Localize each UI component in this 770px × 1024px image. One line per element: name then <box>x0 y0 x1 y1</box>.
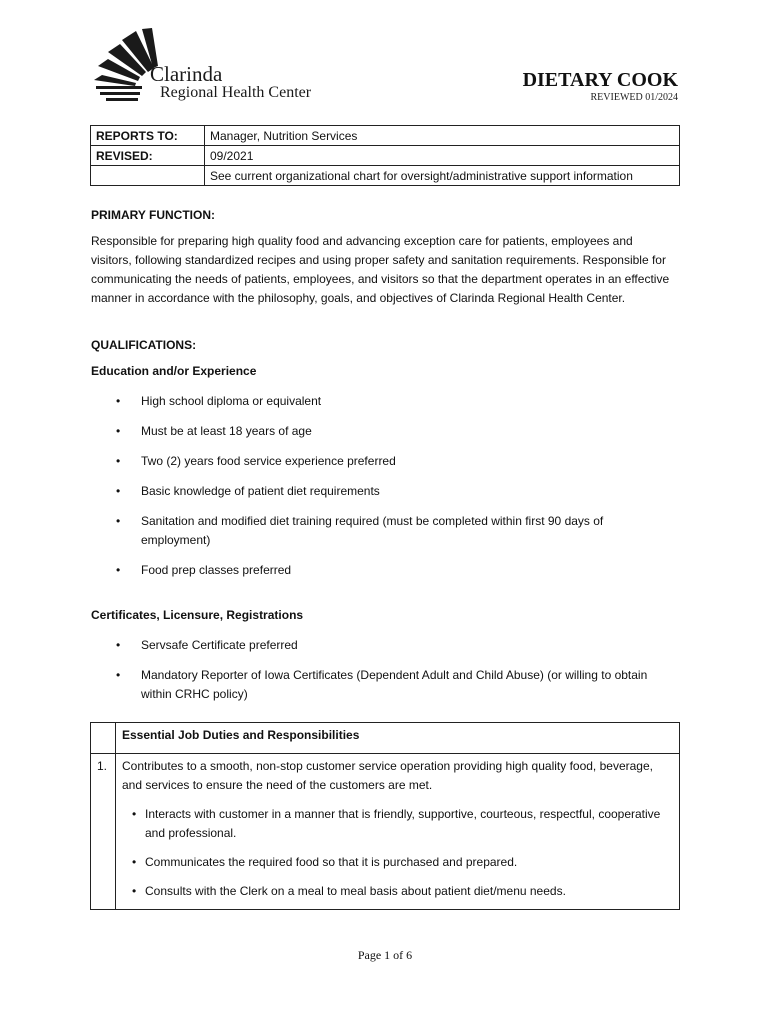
list-item-text: Sanitation and modified diet training required (must be completed within first 90 days of employment) <box>141 514 604 547</box>
duty-sublist <box>116 805 679 909</box>
certificates-list <box>112 636 662 704</box>
list-item-text: Food prep classes preferred <box>141 563 292 577</box>
bullet-icon: • <box>132 807 137 821</box>
duty-content-cell <box>116 754 680 910</box>
duty-number: 1. <box>97 759 108 773</box>
reports-to-label: REPORTS TO: <box>91 126 205 146</box>
revised-value: 09/2021 <box>205 146 680 166</box>
table-row <box>91 126 680 146</box>
list-item <box>122 882 673 901</box>
logo-name-line1: Clarinda <box>150 62 223 86</box>
list-item <box>112 666 662 704</box>
reviewed-date: REVIEWED 01/2024 <box>590 92 678 103</box>
bullet-icon: • <box>116 454 121 468</box>
reports-to-value: Manager, Nutrition Services <box>205 126 680 146</box>
certificates-heading: Certificates, Licensure, Registrations <box>91 608 304 622</box>
document-title: DIETARY COOK <box>522 69 678 91</box>
table-row <box>91 723 680 754</box>
revised-label: REVISED: <box>91 146 205 166</box>
list-item-text: Must be at least 18 years of age <box>141 424 312 438</box>
list-item-text: Basic knowledge of patient diet requirements <box>141 484 380 498</box>
duty-text: Contributes to a smooth, non-stop customer service operation providing high quality food, beverage, and services to ensure the need of the customers are met. <box>122 759 653 792</box>
list-item <box>112 482 662 501</box>
job-info-table <box>90 125 680 186</box>
duties-header-cell <box>116 723 680 754</box>
bullet-icon: • <box>116 668 121 682</box>
bullet-icon: • <box>116 563 121 577</box>
list-item-text: High school diploma or equivalent <box>141 394 322 408</box>
list-item <box>112 636 662 655</box>
table-row <box>91 166 680 186</box>
primary-function-text: Responsible for preparing high quality food and advancing exception care for patients, employees and visitors, following standardized recipes and using proper safety and sanitation requirements. Responsible for communicating the needs of patients, employees, and visitors so that the department operates in an effective manner in accordance with the philosophy, goals, and objectives of Clarinda Regional Health Center. <box>91 234 670 305</box>
list-item <box>112 561 662 580</box>
duty-number-cell <box>91 754 116 910</box>
list-item-text: Communicates the required food so that it is purchased and prepared. <box>145 855 518 869</box>
bullet-icon: • <box>132 884 137 898</box>
list-item-text: Two (2) years food service experience preferred <box>141 454 396 468</box>
list-item-text: Interacts with customer in a manner that is friendly, supportive, courteous, respectful, cooperative and professional. <box>145 807 661 840</box>
page-number: Page 1 of 6 <box>357 948 413 962</box>
list-item <box>112 422 662 441</box>
duties-table <box>90 722 680 910</box>
bullet-icon: • <box>116 424 121 438</box>
bullet-icon: • <box>116 514 121 528</box>
education-list <box>112 392 662 580</box>
primary-function-heading: PRIMARY FUNCTION: <box>91 208 215 222</box>
list-item-text: Servsafe Certificate preferred <box>141 638 298 652</box>
list-item <box>122 805 673 843</box>
bullet-icon: • <box>116 638 121 652</box>
table-row <box>91 754 680 910</box>
duties-number-header <box>91 723 116 754</box>
bullet-icon: • <box>116 394 121 408</box>
list-item <box>112 452 662 471</box>
list-item <box>112 392 662 411</box>
list-item <box>122 853 673 872</box>
empty-label <box>91 166 205 186</box>
education-heading: Education and/or Experience <box>91 364 257 378</box>
logo-name-line2: Regional Health Center <box>160 84 312 101</box>
bullet-icon: • <box>132 855 137 869</box>
list-item-text: Mandatory Reporter of Iowa Certificates (Dependent Adult and Child Abuse) (or willing to obtain within CRHC policy) <box>141 668 648 701</box>
table-row <box>91 146 680 166</box>
org-chart-note: See current organizational chart for oversight/administrative support information <box>205 166 680 186</box>
list-item <box>112 512 662 550</box>
qualifications-heading: QUALIFICATIONS: <box>91 338 197 352</box>
duties-heading: Essential Job Duties and Responsibilities <box>122 728 360 742</box>
bullet-icon: • <box>116 484 121 498</box>
list-item-text: Consults with the Clerk on a meal to meal basis about patient diet/menu needs. <box>145 884 566 898</box>
